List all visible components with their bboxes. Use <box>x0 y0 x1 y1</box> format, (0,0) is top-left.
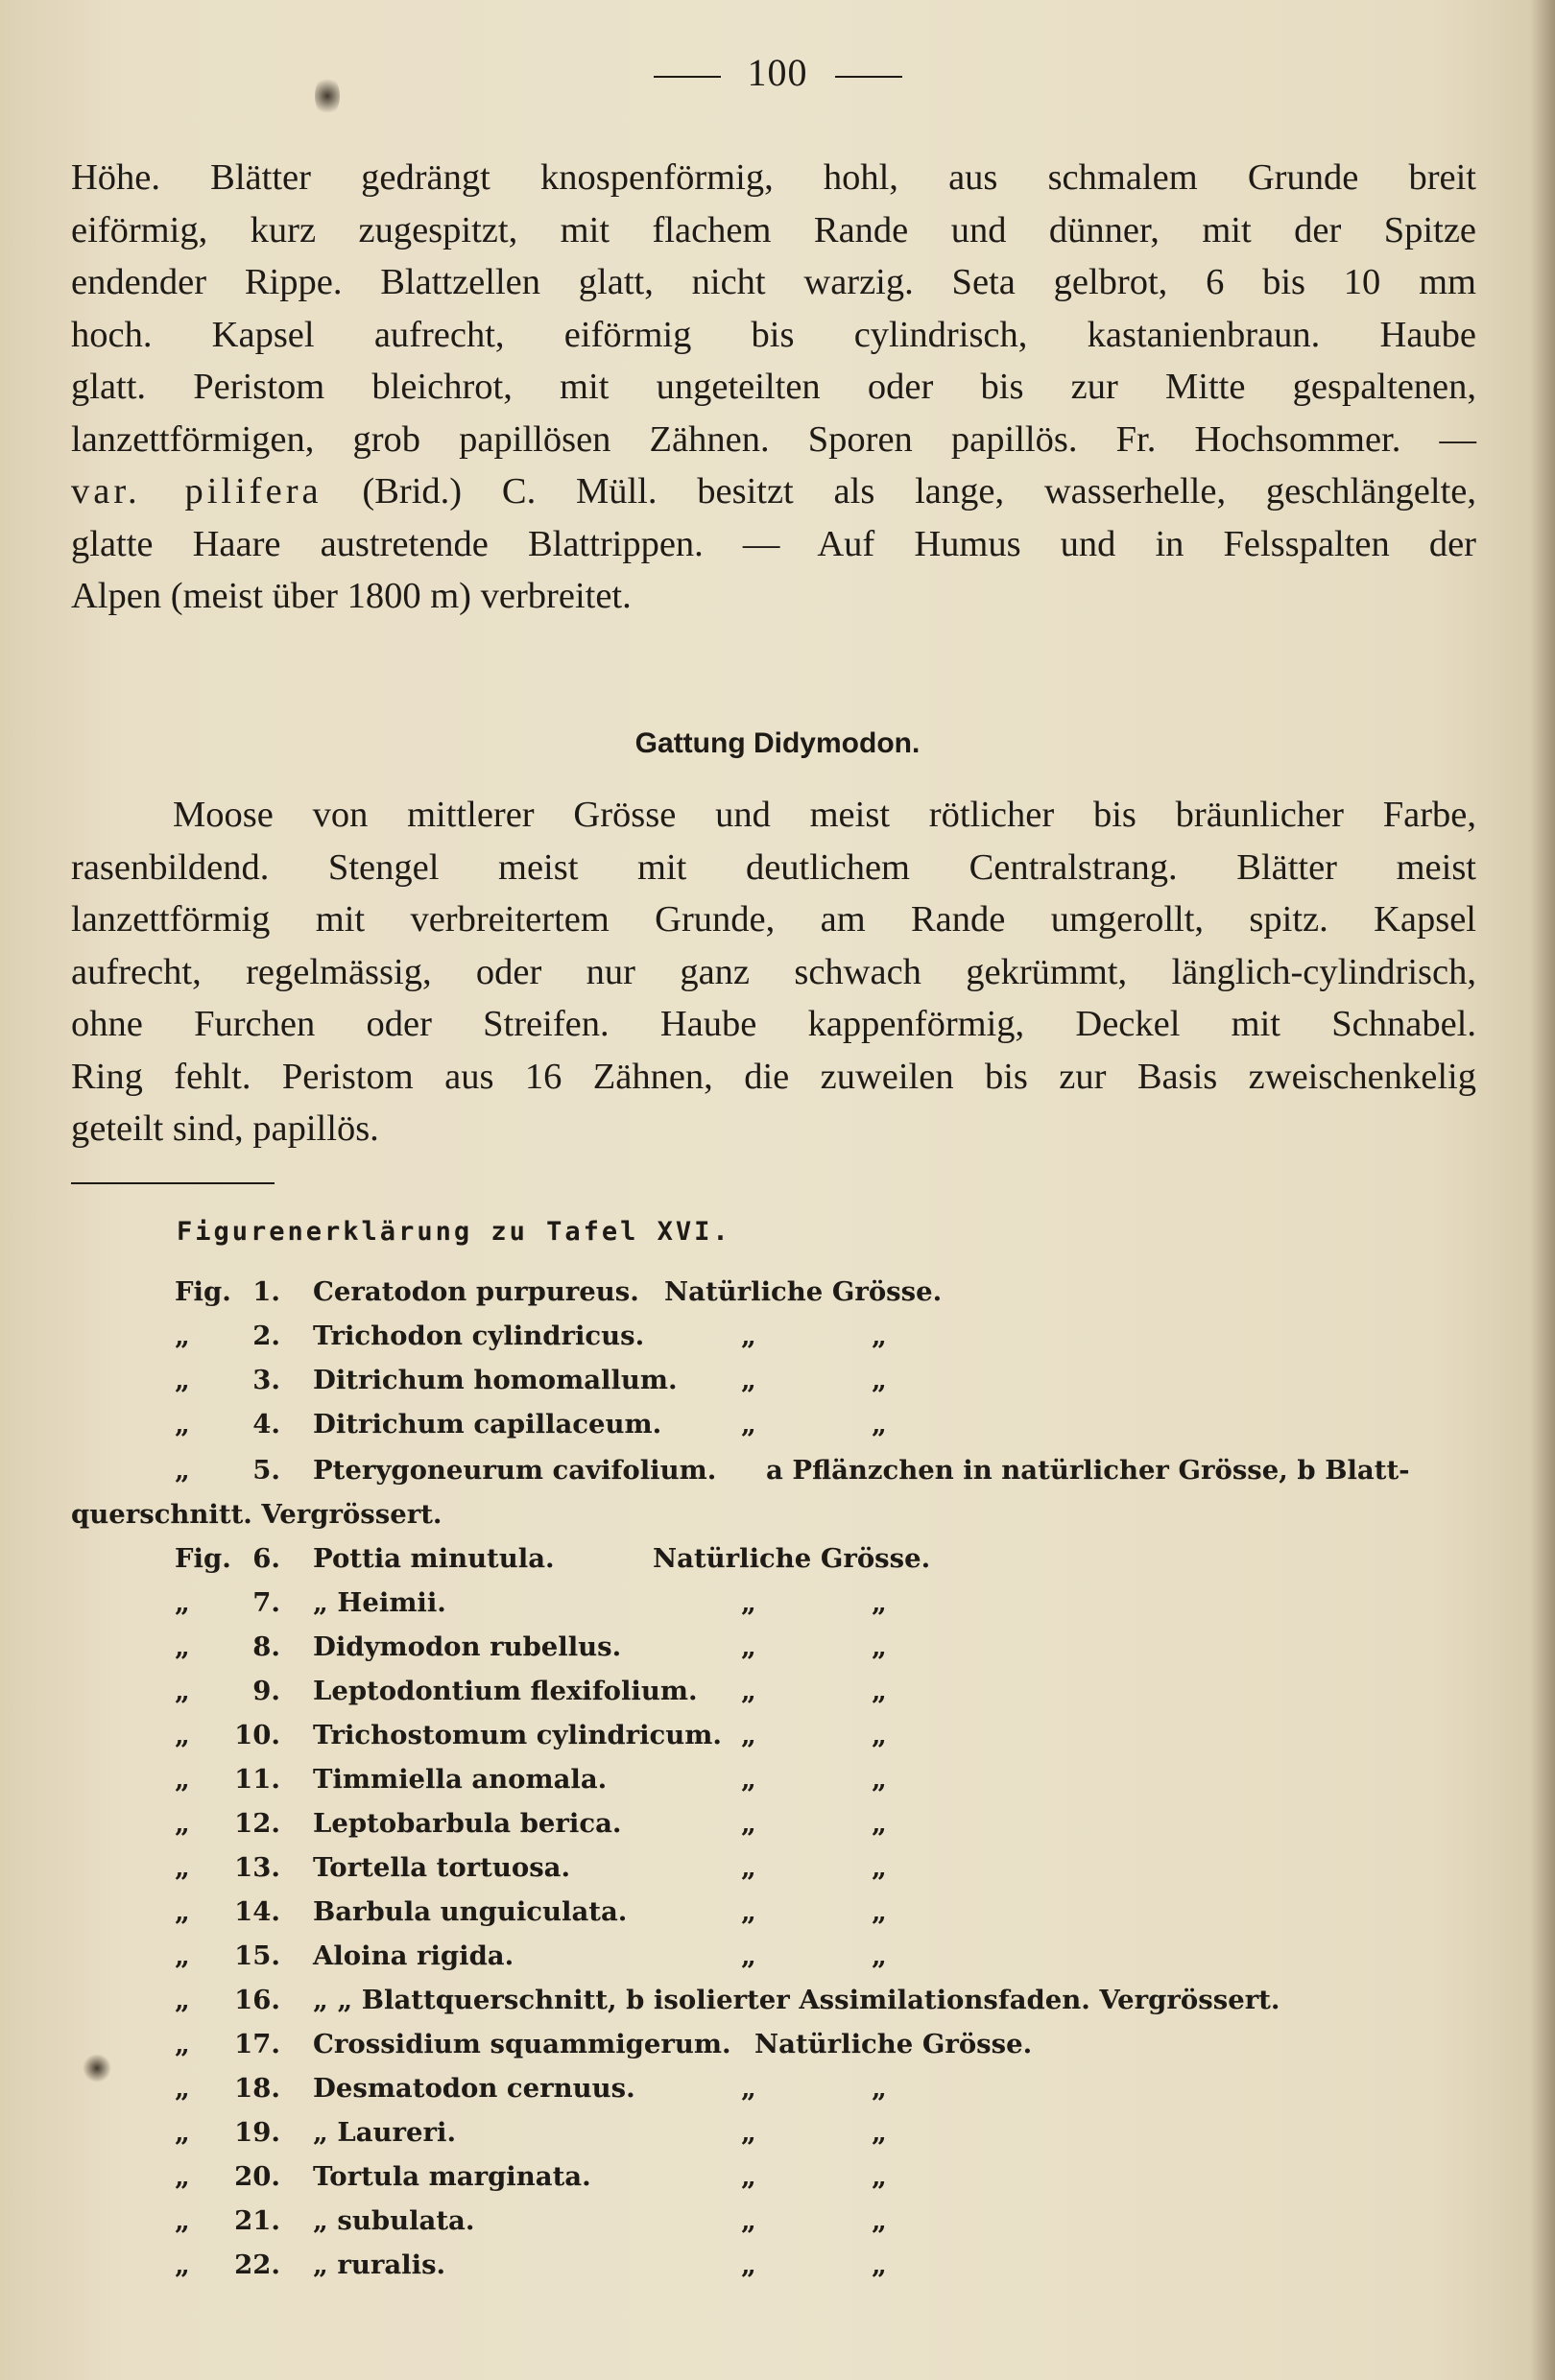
ditto-mark: „ <box>872 1365 887 1395</box>
figure-legend-entry <box>0 1896 1555 1935</box>
figure-number: 4. <box>252 1409 280 1440</box>
figure-number: 2. <box>252 1321 280 1351</box>
figure-species: Tortella tortuosa. <box>313 1852 571 1883</box>
figure-number: 15. <box>234 1940 280 1971</box>
figure-species: „ subulata. <box>313 2205 475 2236</box>
figure-species: Tortula marginata. <box>313 2161 591 2192</box>
figure-legend-entry <box>0 1276 1555 1315</box>
text-line: hoch. Kapsel aufrecht, eiförmig bis cylindrisch, kastanienbraun. Haube <box>71 314 1476 355</box>
figure-number: 9. <box>252 1676 280 1706</box>
ditto-mark: „ <box>741 1852 756 1883</box>
ditto-mark: „ <box>741 1896 756 1927</box>
figure-legend-entry <box>0 1455 1555 1493</box>
ditto-mark: „ <box>872 1852 887 1883</box>
figure-description: a Pflänzchen in natürlicher Grösse, b Blatt- <box>766 1455 1410 1486</box>
figure-number: 14. <box>234 1896 280 1927</box>
ditto-mark: „ <box>741 1764 756 1795</box>
figure-prefix: „ <box>175 1896 190 1927</box>
ditto-mark: „ <box>741 2161 756 2192</box>
figure-number: 21. <box>234 2205 280 2236</box>
text-line: ohne Furchen oder Streifen. Haube kappenförmig, Deckel mit Schnabel. <box>71 1004 1476 1044</box>
ditto-mark: „ <box>872 1764 887 1795</box>
ditto-mark: „ <box>741 1365 756 1395</box>
figure-number: 8. <box>252 1631 280 1662</box>
figure-legend-entry <box>0 1543 1555 1582</box>
figure-prefix: „ <box>175 2073 190 2104</box>
ditto-mark: „ <box>741 2117 756 2148</box>
figure-number: 16. <box>234 1985 280 2015</box>
text-line: geteilt sind, papillös. <box>71 1108 379 1149</box>
ditto-mark: „ <box>872 1631 887 1662</box>
text-line: lanzettförmigen, grob papillösen Zähnen. Sporen papillös. Fr. Hochsommer. — <box>71 418 1476 460</box>
text-line: aufrecht, regelmässig, oder nur ganz schwach gekrümmt, länglich-cylindrisch, <box>71 951 1476 992</box>
figure-legend-entry <box>0 1808 1555 1846</box>
figure-legend-entry <box>0 2073 1555 2111</box>
figure-legend-entry <box>0 1321 1555 1359</box>
figure-legend-entry <box>0 1764 1555 1802</box>
text-line: Alpen (meist über 1800 m) verbreitet. <box>71 576 632 616</box>
figure-prefix: Fig. <box>175 1276 231 1307</box>
figure-number: 17. <box>234 2029 280 2059</box>
ditto-mark: „ <box>741 1321 756 1351</box>
figure-species: Ditrichum capillaceum. <box>313 1409 662 1440</box>
ditto-mark: „ <box>872 1676 887 1706</box>
figure-number: 10. <box>234 1720 280 1750</box>
figure-description: Natürliche Grösse. <box>754 2029 1033 2059</box>
figure-prefix: „ <box>175 2249 190 2280</box>
ditto-mark: „ <box>741 1409 756 1440</box>
figure-legend-entry <box>0 2205 1555 2244</box>
text-line: rasenbildend. Stengel meist mit deutlichem Centralstrang. Blätter meist <box>71 846 1476 888</box>
text-line: endender Rippe. Blattzellen glatt, nicht warzig. Seta gelbrot, 6 bis 10 mm <box>71 262 1476 302</box>
figure-prefix: „ <box>175 1852 190 1883</box>
figure-legend-entry <box>0 1409 1555 1447</box>
ditto-mark: „ <box>741 1587 756 1618</box>
paragraph-2 <box>71 789 1476 1155</box>
figure-legend-entry <box>0 1676 1555 1714</box>
figure-prefix: „ <box>175 1455 190 1486</box>
text-line: lanzettförmig mit verbreitertem Grunde, am Rande umgerollt, spitz. Kapsel <box>71 899 1476 940</box>
variety-description: (Brid.) C. Müll. besitzt als lange, wasserhelle, geschlängelte, <box>362 471 1476 512</box>
figure-prefix: „ <box>175 2205 190 2236</box>
figure-legend-continuation: querschnitt. Vergrössert. <box>71 1499 443 1530</box>
figure-number: 22. <box>234 2249 280 2280</box>
figure-legend-entry <box>0 2249 1555 2288</box>
figure-prefix: „ <box>175 1764 190 1795</box>
ditto-mark: „ <box>741 1940 756 1971</box>
figure-number: 20. <box>234 2161 280 2192</box>
figure-species: Pottia minutula. <box>313 1543 555 1574</box>
variety-name: var. pilifera <box>71 471 323 512</box>
figure-number: 12. <box>234 1808 280 1839</box>
figure-number: 19. <box>234 2117 280 2148</box>
figure-prefix: „ <box>175 1321 190 1351</box>
ditto-mark: „ <box>872 1720 887 1750</box>
figure-species: Barbula unguiculata. <box>313 1896 628 1927</box>
figure-number: 18. <box>234 2073 280 2104</box>
ditto-mark: „ <box>872 1321 887 1351</box>
figure-species: Leptodontium flexifolium. <box>313 1676 698 1706</box>
figure-species: Leptobarbula berica. <box>313 1808 622 1839</box>
ditto-mark: „ <box>872 1896 887 1927</box>
figure-species: Ditrichum homomallum. <box>313 1365 678 1395</box>
text-line <box>71 465 1476 518</box>
ditto-mark: „ <box>872 1409 887 1440</box>
figure-species: Pterygoneurum cavifolium. <box>313 1455 717 1486</box>
header-dash <box>654 76 721 78</box>
figure-prefix: „ <box>175 1409 190 1440</box>
figure-number: 1. <box>252 1276 280 1307</box>
figure-number: 7. <box>252 1587 280 1618</box>
figure-legend-entry <box>0 2029 1555 2067</box>
page-header <box>0 50 1555 95</box>
figure-number: 6. <box>252 1543 280 1574</box>
figure-number: 11. <box>234 1764 280 1795</box>
figure-prefix: „ <box>175 1587 190 1618</box>
figure-species: Trichodon cylindricus. <box>313 1321 645 1351</box>
figure-species: „ Heimii. <box>313 1587 446 1618</box>
text-line: glatt. Peristom bleichrot, mit ungeteilten oder bis zur Mitte gespaltenen, <box>71 367 1476 407</box>
ditto-mark: „ <box>872 1808 887 1839</box>
figure-legend-entry <box>0 1852 1555 1891</box>
figure-species: „ Laureri. <box>313 2117 457 2148</box>
figure-prefix: „ <box>175 1720 190 1750</box>
figure-prefix: „ <box>175 1676 190 1706</box>
header-dash <box>835 76 902 78</box>
ditto-mark: „ <box>741 2073 756 2104</box>
page-number: 100 <box>747 51 808 94</box>
ditto-mark: „ <box>741 1720 756 1750</box>
text-line: Höhe. Blätter gedrängt knospenförmig, hohl, aus schmalem Grunde breit <box>71 157 1476 198</box>
figure-number: 3. <box>252 1365 280 1395</box>
figure-prefix: Fig. <box>175 1543 231 1574</box>
figure-species: Desmatodon cernuus. <box>313 2073 635 2104</box>
figure-species: Ceratodon purpureus. <box>313 1276 639 1307</box>
ditto-mark: „ <box>741 2205 756 2236</box>
figure-species: Didymodon rubellus. <box>313 1631 622 1662</box>
figure-legend-entry <box>0 1587 1555 1626</box>
ditto-mark: „ <box>872 2161 887 2192</box>
figure-legend-entry <box>0 1365 1555 1403</box>
figure-prefix: „ <box>175 1631 190 1662</box>
text-line: Ring fehlt. Peristom aus 16 Zähnen, die zuweilen bis zur Basis zweischenkelig <box>71 1056 1476 1097</box>
figure-species: Crossidium squammigerum. <box>313 2029 731 2059</box>
ditto-mark: „ <box>872 2205 887 2236</box>
figure-species: Trichostomum cylindricum. <box>313 1720 722 1750</box>
figure-prefix: „ <box>175 1985 190 2015</box>
figure-legend-entry <box>0 1631 1555 1670</box>
text-line: glatte Haare austretende Blattrippen. — Auf Humus und in Felsspalten der <box>71 523 1476 564</box>
ditto-mark: „ <box>741 1631 756 1662</box>
ditto-mark: „ <box>872 2073 887 2104</box>
figure-prefix: „ <box>175 1940 190 1971</box>
ditto-mark: „ <box>872 1940 887 1971</box>
figure-description: Natürliche Grösse. <box>664 1276 943 1307</box>
ditto-mark: „ <box>741 1808 756 1839</box>
figure-prefix: „ <box>175 2029 190 2059</box>
text-line: eiförmig, kurz zugespitzt, mit flachem Rande und dünner, mit der Spitze <box>71 209 1476 250</box>
figure-legend-entry <box>0 2117 1555 2155</box>
figure-species: Aloina rigida. <box>313 1940 514 1971</box>
figure-description: Natürliche Grösse. <box>653 1543 931 1574</box>
section-heading: Gattung Didymodon. <box>634 727 921 759</box>
figure-number: 13. <box>234 1852 280 1883</box>
paragraph-1 <box>71 152 1476 623</box>
ditto-mark: „ <box>741 2249 756 2280</box>
figure-prefix: „ <box>175 1365 190 1395</box>
figure-prefix: „ <box>175 2161 190 2192</box>
figure-legend-entry <box>0 1720 1555 1758</box>
figure-number: 5. <box>252 1455 280 1486</box>
figure-prefix: „ <box>175 2117 190 2148</box>
figure-species: „ „ Blattquerschnitt, b isolierter Assimilationsfaden. Vergrössert. <box>313 1985 1280 2015</box>
text-line: Moose von mittlerer Grösse und meist rötlicher bis bräunlicher Farbe, <box>173 795 1476 835</box>
ditto-mark: „ <box>872 2249 887 2280</box>
figure-legend-entry <box>0 2161 1555 2200</box>
page-edge-shadow <box>1530 0 1555 2380</box>
figure-species: „ ruralis. <box>313 2249 446 2280</box>
figure-species: Timmiella anomala. <box>313 1764 608 1795</box>
figure-legend-entry <box>0 1940 1555 1979</box>
figure-legend-entry <box>0 1985 1555 2023</box>
figure-prefix: „ <box>175 1808 190 1839</box>
section-rule <box>71 1182 275 1184</box>
ditto-mark: „ <box>872 2117 887 2148</box>
ditto-mark: „ <box>741 1676 756 1706</box>
ditto-mark: „ <box>872 1587 887 1618</box>
figure-legend-title: Figurenerklärung zu Tafel XVI. <box>177 1217 731 1247</box>
